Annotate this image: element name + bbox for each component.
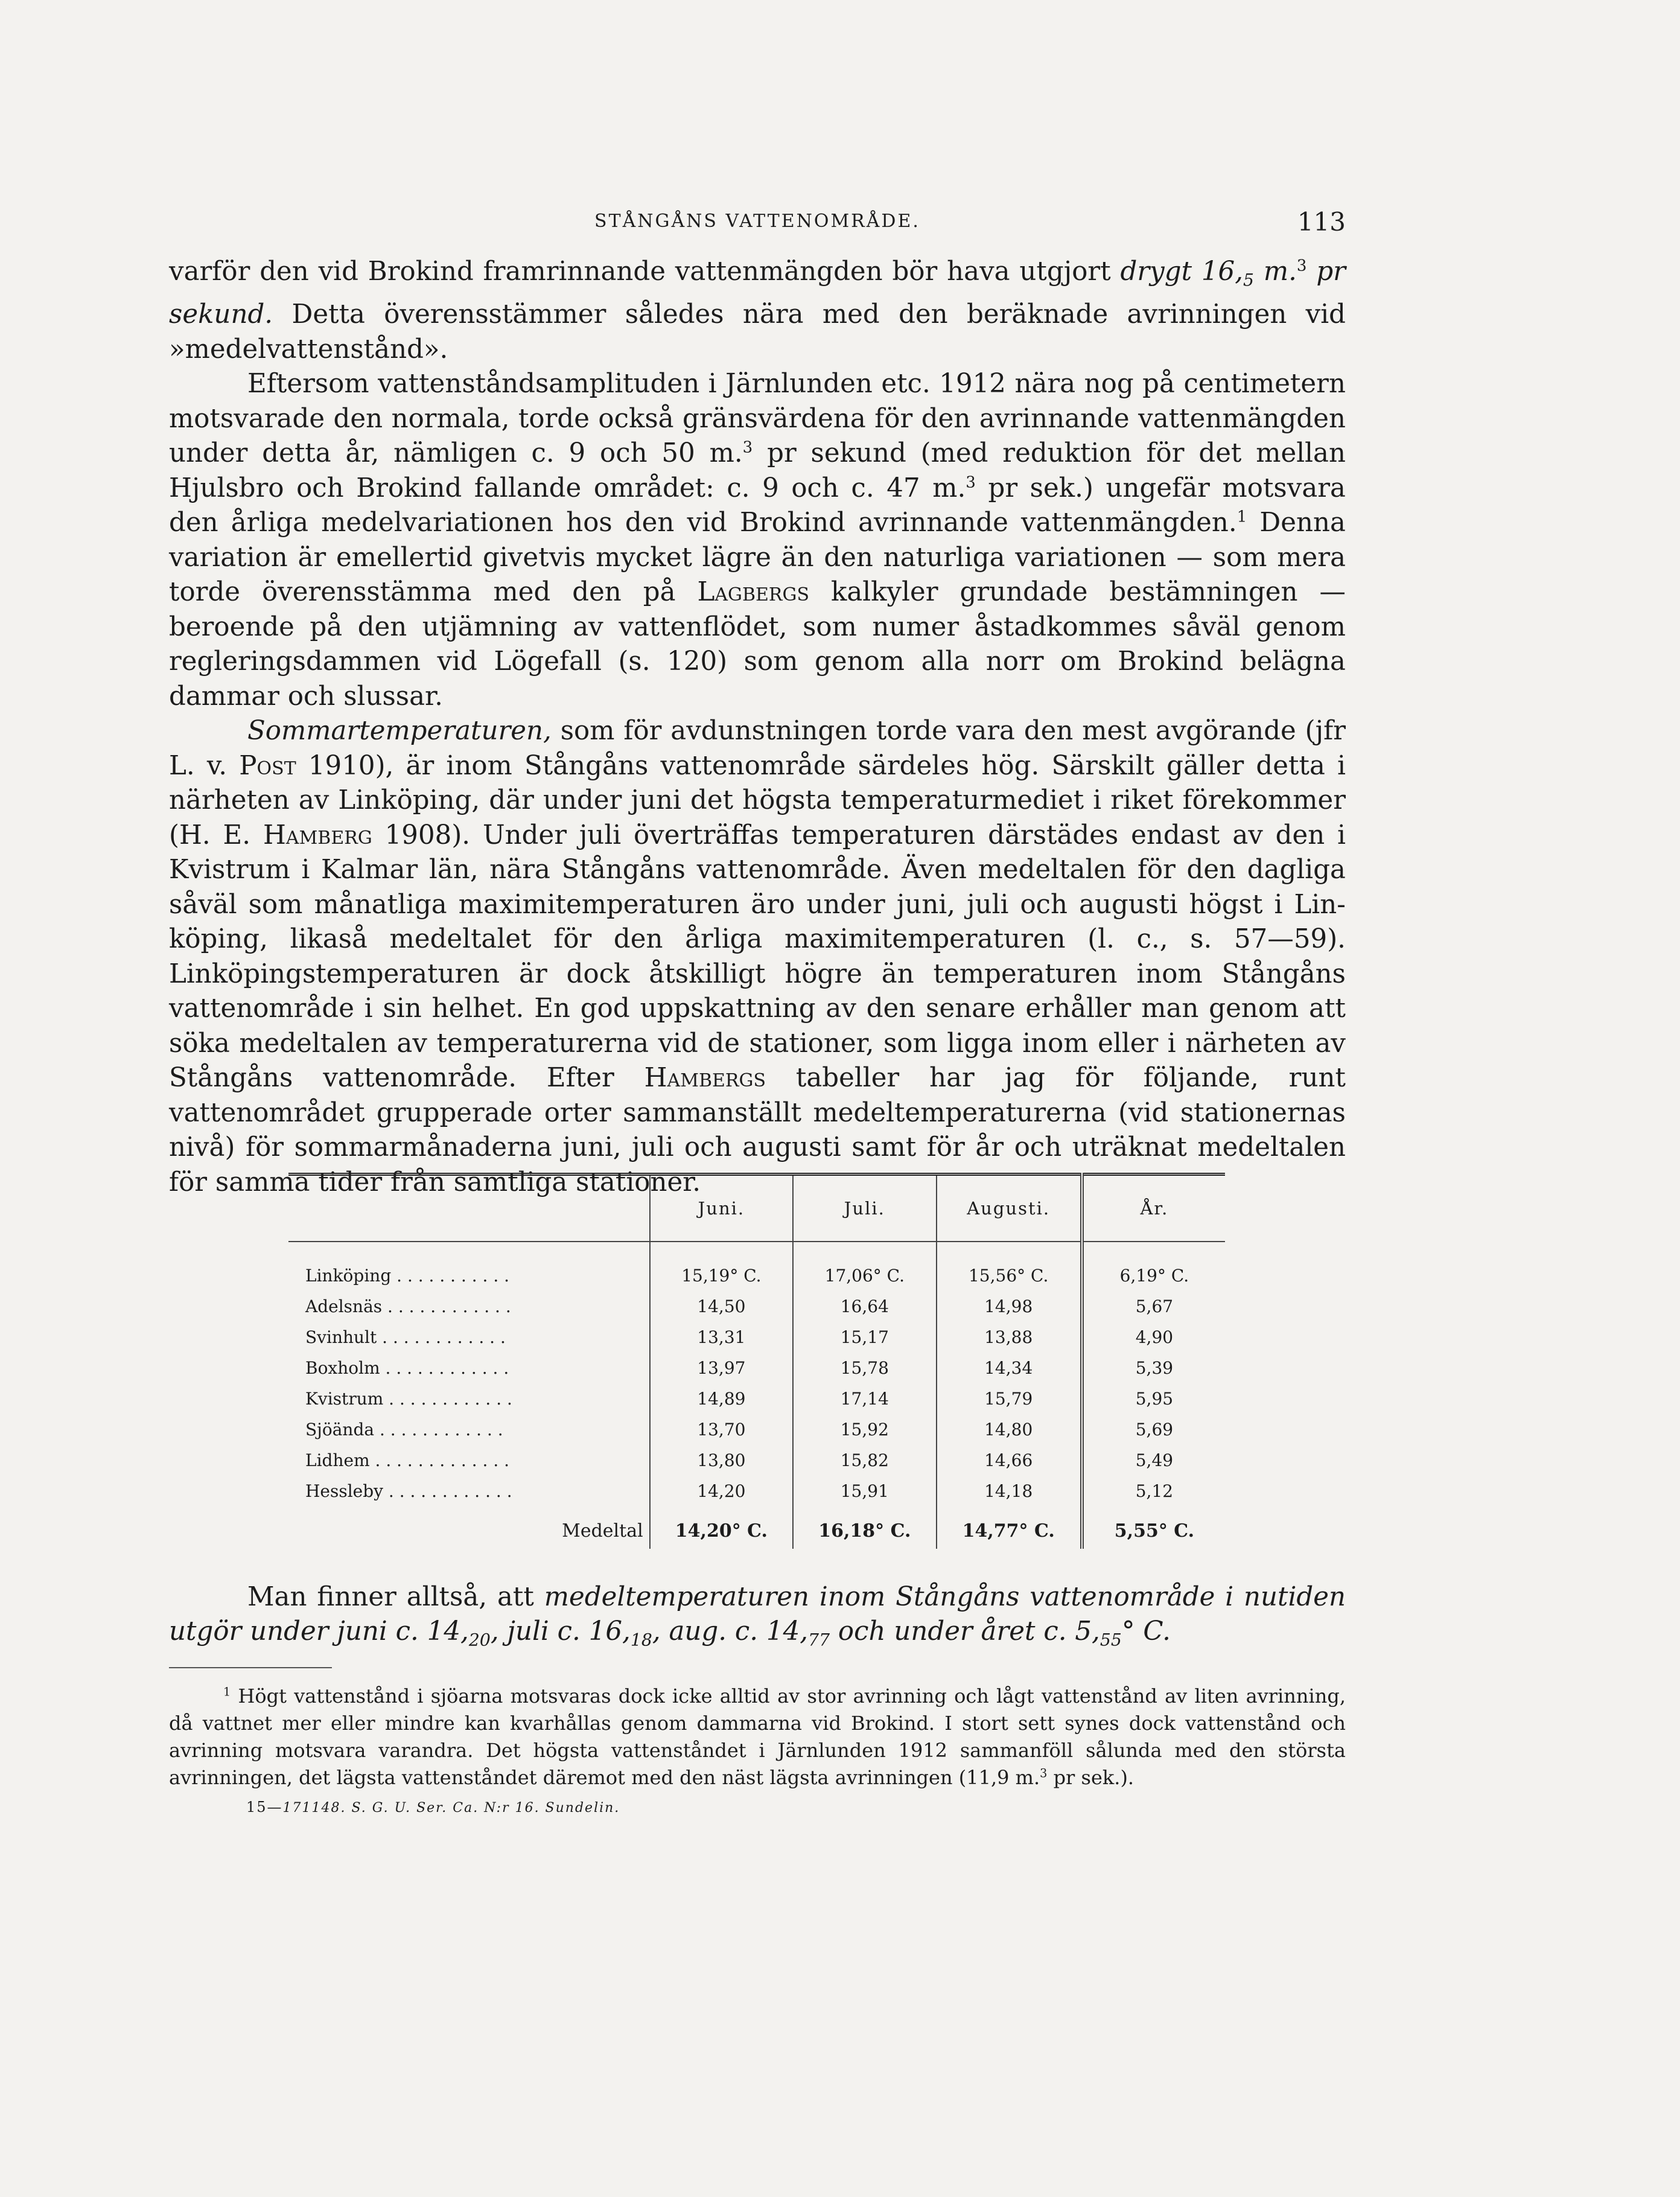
- value-augusti: 14,80: [937, 1414, 1082, 1445]
- value-ar: 5,49: [1082, 1445, 1225, 1476]
- page-number: 113: [1297, 207, 1346, 237]
- value-juli: 17,14: [793, 1383, 936, 1414]
- mean-label: Medeltal: [562, 1520, 643, 1542]
- station-name: Adelsnäs . . . . . . . . . . . .: [305, 1296, 511, 1316]
- mean-ar: 5,55° C.: [1082, 1513, 1225, 1549]
- station-name: Svinhult . . . . . . . . . . . .: [305, 1327, 506, 1347]
- value-juli: 15,92: [793, 1414, 936, 1445]
- table-row: [288, 1322, 1225, 1353]
- value-juni: 13,70: [650, 1414, 793, 1445]
- table-row: [288, 1476, 1225, 1513]
- printer-imprint: 15—171148. S. G. U. Ser. Ca. N:r 16. Sundelin.: [246, 1799, 620, 1816]
- mean-augusti: 14,77° C.: [937, 1513, 1082, 1549]
- header-juli: Juli.: [793, 1175, 936, 1242]
- temperature-table: [288, 1173, 1225, 1549]
- value-juli: 15,82: [793, 1445, 936, 1476]
- footnote-mark: 1: [223, 1685, 231, 1699]
- station-name: Lidhem . . . . . . . . . . . . .: [305, 1450, 510, 1470]
- table-header-row: [288, 1175, 1225, 1242]
- value-juni: 14,89: [650, 1383, 793, 1414]
- value-ar: 6,19° C.: [1082, 1242, 1225, 1291]
- value-augusti: 14,18: [937, 1476, 1082, 1513]
- footnote-ref: 1: [1236, 508, 1247, 526]
- value-ar: 5,69: [1082, 1414, 1225, 1445]
- value-juni: 13,80: [650, 1445, 793, 1476]
- value-juli: 17,06° C.: [793, 1242, 936, 1291]
- value-augusti: 14,66: [937, 1445, 1082, 1476]
- table-mean-row: [288, 1513, 1225, 1549]
- table-row: [288, 1383, 1225, 1414]
- value-augusti: 13,88: [937, 1322, 1082, 1353]
- value-ar: 5,12: [1082, 1476, 1225, 1513]
- footnote: $^1$ Högt vattenstånd i sjöarna motsvaras dock icke alltid av stor avrinning och lågt vattenstånd av liten avrinning, då vattnet mer eller mindre kan kvarhållas genom dammarna vid Brokind. I stort sett synes dock vattenstånd och avrinning motsvara varandra. Det högsta vattenståndet i Järnlunden 1912 sammanföll sålunda med den största avrinningen, det lägsta vattenståndet däremot med den näst lägsta avrinningen (11,9 m.$^3$ pr sek.).: [169, 1685, 1346, 1789]
- header-juni: Juni.: [650, 1175, 793, 1242]
- table-row: [288, 1291, 1225, 1322]
- station-name: Sjöända . . . . . . . . . . . .: [305, 1420, 503, 1440]
- paragraph-3: Sommartemperaturen, som för avdunstningen torde vara den mest avgörande (jfr L. v. Post 1910), är inom Stångåns vattenområde särdeles hög. Särskilt gäller detta i närheten av Linköping, där under juni det högsta temperaturmediet i riket förekommer (H. E. Hamberg 1908). Under juli överträffas temperaturen därstädes endast av den i Kvistrum i Kalmar län, nära Stångåns vattenområde. Även medeltalen för den dagliga såväl som månatliga maximitemperaturen äro under juni, juli och augusti högst i Linköping, likaså medeltalet för den årliga maximitemperaturen (l. c., s. 57—59). Linköpingstemperaturen är dock åtskilligt högre än temperaturen inom Stångåns vattenområde i sin helhet. En god uppskattning av den senare erhåller man genom att söka medeltalen av temperaturerna vid de stationer, som ligga inom eller i närheten av Stångåns vattenområde. Efter Hambergs tabeller har jag för följande, runt vattenområdet grupperade orter sammanställt medeltemperaturerna (vid stationernas nivå) för sommarmånaderna juni, juli och augusti samt för år och uträknat medeltalen för samma tider från samtliga stationer.: [169, 716, 1346, 1197]
- header-ar: År.: [1082, 1175, 1225, 1242]
- station-header: [288, 1175, 650, 1242]
- value-augusti: 15,79: [937, 1383, 1082, 1414]
- value-ar: 4,90: [1082, 1322, 1225, 1353]
- value-augusti: 15,56° C.: [937, 1242, 1082, 1291]
- paragraph-1: varför den vid Brokind framrinnande vattenmängden bör hava utgjort drygt $16,_5$ m.$^3$ pr sekund. Detta överensstämmer således nära med den beräknade avrinningen vid »medelvattenstånd».: [169, 257, 1346, 365]
- table-row: [288, 1414, 1225, 1445]
- table-row: [288, 1242, 1225, 1291]
- mean-juli: 16,18° C.: [793, 1513, 936, 1549]
- conclusion-paragraph: Man finner alltså, att medeltemperaturen inom Stångåns vattenområde i nutiden utgör under juni c. $14,_{20}$, juli c. $16,_{18}$, aug. c. $14,_{77}$ och under året c. $5,_{55}^\circ$ C.: [169, 1582, 1346, 1650]
- station-name: Boxholm . . . . . . . . . . . .: [305, 1358, 509, 1378]
- footnote-rule: [169, 1667, 332, 1668]
- value-ar: 5,39: [1082, 1353, 1225, 1383]
- value-juli: 16,64: [793, 1291, 936, 1322]
- table-row: [288, 1353, 1225, 1383]
- value-juni: 13,97: [650, 1353, 793, 1383]
- value-juli: 15,78: [793, 1353, 936, 1383]
- value-juni: 13,31: [650, 1322, 793, 1353]
- value-juli: 15,17: [793, 1322, 936, 1353]
- value-juli: 15,91: [793, 1476, 936, 1513]
- value-juni: 14,50: [650, 1291, 793, 1322]
- value-augusti: 14,98: [937, 1291, 1082, 1322]
- station-name: Hessleby . . . . . . . . . . . .: [305, 1481, 512, 1501]
- running-title: STÅNGÅNS VATTENOMRÅDE.: [594, 211, 920, 232]
- station-name: Kvistrum . . . . . . . . . . . .: [305, 1389, 512, 1409]
- mean-juni: 14,20° C.: [650, 1513, 793, 1549]
- value-juni: 15,19° C.: [650, 1242, 793, 1291]
- header-augusti: Augusti.: [937, 1175, 1082, 1242]
- station-name: Linköping . . . . . . . . . . .: [305, 1266, 510, 1286]
- table-row: [288, 1445, 1225, 1476]
- running-head: [169, 207, 1346, 237]
- value-augusti: 14,34: [937, 1353, 1082, 1383]
- paragraph-2: Eftersom vattenståndsamplituden i Järnlunden etc. 1912 nära nog på centimetern motsvarade den normala, torde också gränsvärdena för den avrinnande vattenmängden under detta år, nämligen c. 9 och 50 m.$^3$ pr sekund (med reduktion för det mellan Hjulsbro och Brokind fallande området: c. 9 och c. 47 m.$^3$ pr sek.) ungefär motsvara den årliga medelvariationen hos den vid Brokind avrinnande vattenmängden.$^1$ Denna variation är emellertid givetvis mycket lägre än den naturliga variationen — som mera torde överensstämma med den på Lagbergs kalkyler grundade bestämningen — beroende på den utjämning av vattenflödet, som numer åstadkommes såväl genom regleringsdammen vid Lögefall (s. 120) som genom alla norr om Brokind belägna dammar och slussar.: [169, 369, 1346, 712]
- value-ar: 5,95: [1082, 1383, 1225, 1414]
- body-text: [169, 255, 1346, 1200]
- value-ar: 5,67: [1082, 1291, 1225, 1322]
- value-juni: 14,20: [650, 1476, 793, 1513]
